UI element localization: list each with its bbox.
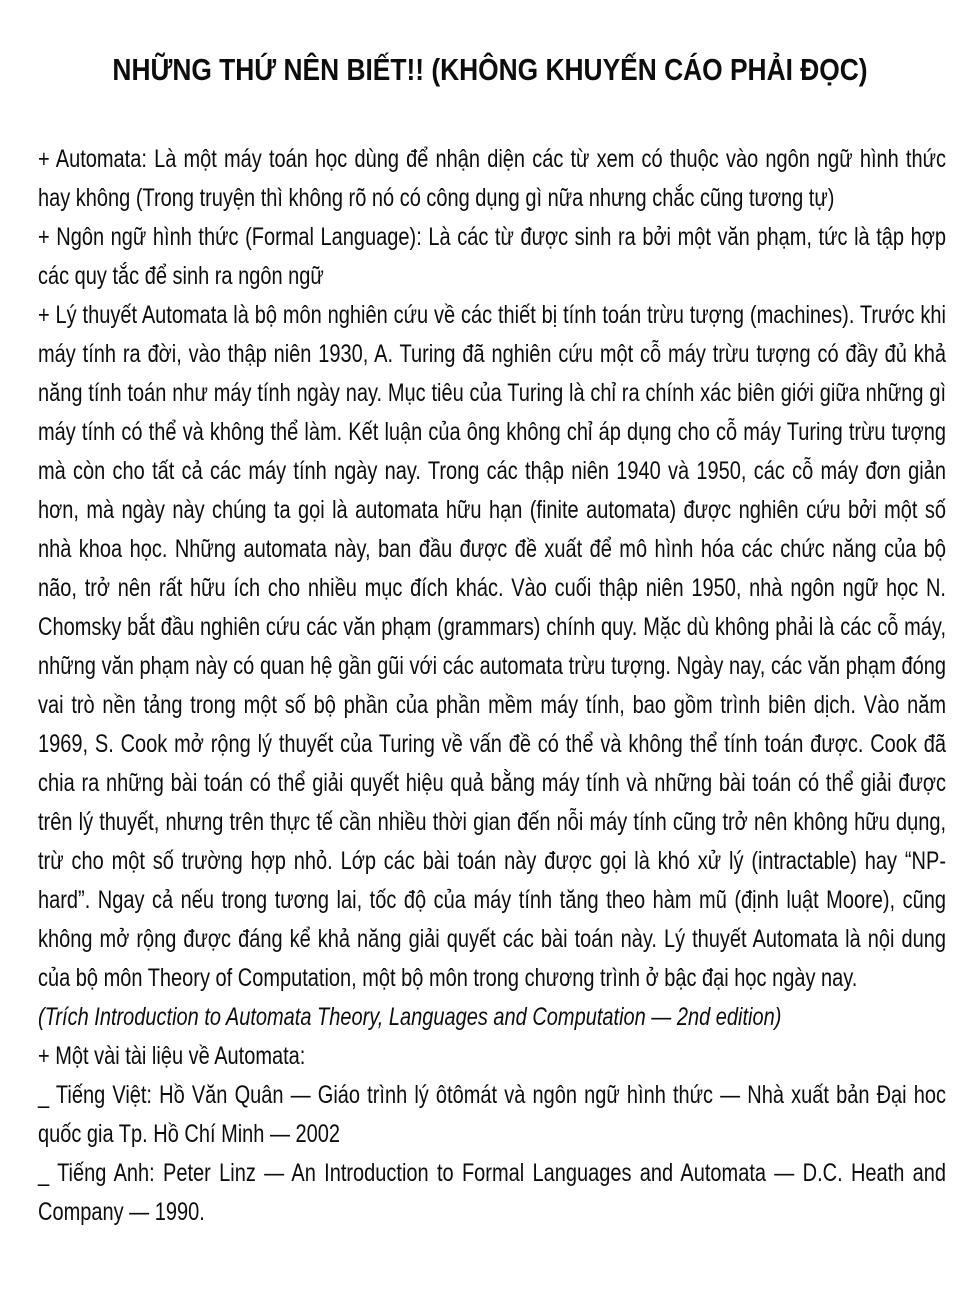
note-automata-theory-history: + Lý thuyết Automata là bộ môn nghiên cứu về các thiết bị tính toán trừu tượng (machines). Trước khi máy tính ra đời, vào thập niên 1930, A. Turing đã nghiên cứu một cỗ máy trừu tượng có đầy đủ khả năng tính toán như máy tính ngày nay. Mục tiêu của Turing là chỉ ra chính xác biên giới giữa những gì máy tính có thể và không thể làm. Kết luận của ông không chỉ áp dụng cho cỗ máy Turing trừu tượng mà còn cho tất cả các máy tính ngày nay. Trong các thập niên 1940 và 1950, các cỗ máy đơn giản hơn, mà ngày này chúng ta gọi là automata hữu hạn (finite automata) được nghiên cứu bởi một số nhà khoa học. Những automata này, ban đầu được đề xuất để mô hình hóa các chức năng của bộ não, trở nên rất hữu ích cho nhiều mục đích khác. Vào cuối thập niên 1950, nhà ngôn ngữ học N. Chomsky bắt đầu nghiên cứu các văn phạm (grammars) chính quy. Mặc dù không phải là các cỗ máy, những văn phạm này có quan hệ gần gũi với các automata trừu tượng. Ngày nay, các văn phạm đóng vai trò nền tảng trong một số bộ phần của phần mềm máy tính, bao gồm trình biên dịch. Vào năm 1969, S. Cook mở rộng lý thuyết của Turing về vấn đề có thể và không thể tính toán được. Cook đã chia ra những bài toán có thể giải quyết hiệu quả bằng máy tính và những bài toán có thể giải được trên lý thuyết, nhưng trên thực tế cần nhiều thời gian đến nỗi máy tính cũng trở nên không hữu dụng, trừ cho một số trường hợp nhỏ. Lớp các bài toán này được gọi là khó xử lý (intractable) hay “NP-hard”. Ngay cả nếu trong tương lai, tốc độ của máy tính tăng theo hàm mũ (định luật Moore), cũng không mở rộng được đáng kể khả năng giải quyết các bài toán này. Lý thuyết Automata là nội dung của bộ môn Theory of Computation, một bộ môn trong chương trình ở bậc đại học ngày nay.	[38, 301, 946, 992]
citation-source: (Trích Introduction to Automata Theory, Languages and Computation — 2nd edition)	[38, 1003, 782, 1031]
note-formal-language-definition: + Ngôn ngữ hình thức (Formal Language): Là các từ được sinh ra bởi một văn phạm, tức là tập hợp các quy tắc để sinh ra ngôn ngữ	[38, 223, 946, 290]
notes-content	[38, 140, 946, 1232]
references-heading: + Một vài tài liệu về Automata:	[38, 1042, 306, 1070]
notes-text-block	[38, 140, 946, 1232]
page-title: NHỮNG THỨ NÊN BIẾT!! (KHÔNG KHUYẾN CÁO PHẢI ĐỌC)	[112, 52, 868, 87]
reference-english: _ Tiếng Anh: Peter Linz — An Introduction to Formal Languages and Automata — D.C. Heath and Company — 1990.	[38, 1159, 946, 1226]
reference-vietnamese: _ Tiếng Việt: Hồ Văn Quân — Giáo trình lý ôtômát và ngôn ngữ hình thức — Nhà xuất bản Đại hoc quốc gia Tp. Hồ Chí Minh — 2002	[38, 1081, 946, 1148]
note-automata-definition: + Automata: Là một máy toán học dùng để nhận diện các từ xem có thuộc vào ngôn ngữ hình thức hay không (Trong truyện thì không rõ nó có công dụng gì nữa nhưng chắc cũng tương tự)	[38, 145, 946, 212]
